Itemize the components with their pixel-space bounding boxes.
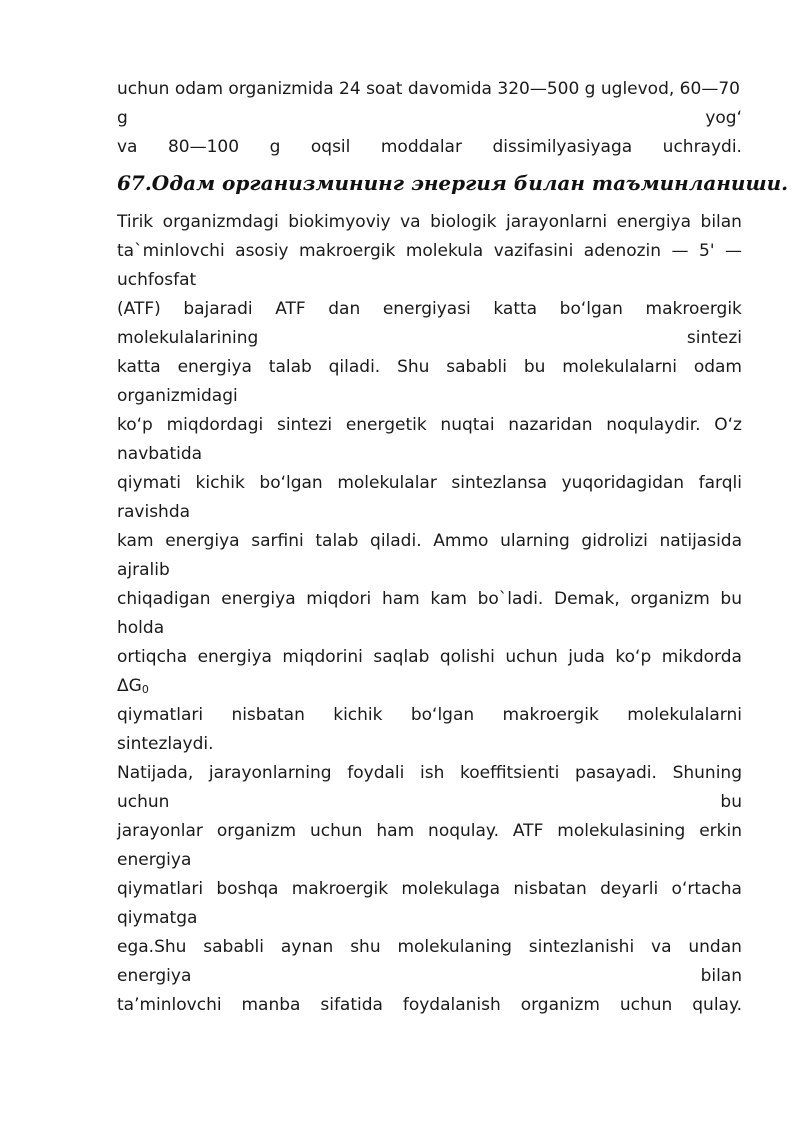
paragraph-line	[117, 672, 742, 701]
paragraph-line	[117, 585, 742, 614]
word: jarayonlarning	[208, 763, 332, 783]
word: gidrolizi	[581, 531, 648, 551]
word: undan	[688, 937, 742, 957]
word: molekulasining	[557, 821, 686, 841]
word: adenozin	[583, 241, 662, 261]
paragraph-line: qiymatga	[117, 908, 198, 928]
word: molekulalarni	[562, 357, 677, 377]
word: qiymatlari	[117, 705, 204, 725]
word: qulay.	[692, 995, 742, 1015]
word: katta	[117, 357, 161, 377]
delta-g-subscript: 0	[141, 683, 149, 696]
word: energiya	[616, 212, 692, 232]
word: Demak,	[554, 589, 620, 609]
word: jarayonlarni	[506, 212, 608, 232]
word: molekulalarni	[627, 705, 742, 725]
word: kichik	[195, 473, 245, 493]
word: sintezi	[276, 415, 333, 435]
word: asosiy	[235, 241, 289, 261]
word: vazifasini	[493, 241, 574, 261]
word: foydalanish	[402, 995, 501, 1015]
paragraph-line	[117, 788, 742, 817]
word: va	[400, 212, 421, 232]
intro-line	[117, 133, 742, 162]
paragraph-line: organizmidagi	[117, 386, 238, 406]
word: makroergik	[298, 241, 396, 261]
paragraph-line	[117, 817, 742, 846]
word: erkin	[699, 821, 742, 841]
word: qiladi.	[370, 531, 422, 551]
word: qiymatlari	[117, 879, 204, 899]
word: bilan	[700, 212, 742, 232]
word: bajaradi	[183, 299, 253, 319]
word: Tirik	[117, 212, 154, 232]
section-heading: 67.Одам организмининг энергия билан таъминланиши.	[117, 171, 789, 195]
word: g	[117, 108, 128, 128]
word: ko‘p	[117, 415, 153, 435]
word: yuqoridagidan	[561, 473, 685, 493]
word: juda	[568, 647, 605, 667]
paragraph-line	[117, 875, 742, 904]
intro-line: uchun odam organizmida 24 soat davomida 320—500 g uglevod, 60—70	[117, 79, 740, 99]
word: miqdordagi	[166, 415, 264, 435]
word: moddalar	[380, 137, 462, 157]
paragraph-line	[117, 237, 742, 266]
paragraph-line: holda	[117, 618, 165, 638]
paragraph-line	[117, 469, 742, 498]
word: odam	[693, 357, 742, 377]
word: katta	[493, 299, 538, 319]
word: yog‘	[705, 108, 742, 128]
word: uchun	[310, 821, 363, 841]
paragraph-line: navbatida	[117, 444, 203, 464]
word: sintezlanishi	[528, 937, 635, 957]
word: ham	[376, 821, 415, 841]
word: kam	[117, 531, 154, 551]
word: Shu	[397, 357, 430, 377]
paragraph-line	[117, 353, 742, 382]
word: uchun	[117, 792, 170, 812]
word: ATF	[275, 299, 306, 319]
word: ortiqcha	[117, 647, 188, 667]
word: boshqa	[216, 879, 279, 899]
paragraph-line: sintezlaydi.	[117, 734, 214, 754]
word: 5'	[699, 241, 715, 261]
word: oqsil	[310, 137, 351, 157]
word: energiyasi	[382, 299, 471, 319]
word: ularning	[500, 531, 570, 551]
word: organizm	[630, 589, 710, 609]
delta-g-symbol: ΔG	[117, 676, 142, 696]
word: (ATF)	[117, 299, 161, 319]
word: organizm	[216, 821, 297, 841]
paragraph-line	[117, 324, 742, 353]
word: sarfini	[251, 531, 304, 551]
word: va	[651, 937, 672, 957]
word: energiya	[197, 647, 272, 667]
word: molekula	[405, 241, 484, 261]
word: makroergik	[502, 705, 599, 725]
word: mikdorda	[661, 647, 742, 667]
word: dissimilyasiyaga	[492, 137, 633, 157]
word: organizm	[520, 995, 600, 1015]
word: aynan	[280, 937, 334, 957]
word: bo‘lgan	[410, 705, 475, 725]
word: bu	[523, 357, 546, 377]
paragraph-line	[117, 643, 742, 672]
word: jarayonlar	[117, 821, 203, 841]
word: biologik	[430, 212, 497, 232]
word: foydali	[347, 763, 405, 783]
word: organizmdagi	[162, 212, 279, 232]
word: energiya	[165, 531, 240, 551]
word: energiya	[221, 589, 296, 609]
word: saqlab	[373, 647, 430, 667]
word: molekulalarining	[117, 328, 259, 348]
word: kichik	[333, 705, 383, 725]
word: uchun	[619, 995, 673, 1015]
word: nuqtai	[440, 415, 495, 435]
word: O‘z	[714, 415, 742, 435]
word: qiladi.	[328, 357, 381, 377]
word: deyarli	[600, 879, 659, 899]
word: molekulaning	[397, 937, 512, 957]
paragraph-line	[117, 962, 742, 991]
word: talab	[315, 531, 359, 551]
word: qolishi	[439, 647, 495, 667]
paragraph-line	[117, 527, 742, 556]
word: Natijada,	[117, 763, 194, 783]
paragraph-line	[117, 991, 742, 1020]
word: noqulaydir.	[606, 415, 701, 435]
word: —	[725, 241, 742, 261]
word: shu	[350, 937, 381, 957]
word: nisbatan	[231, 705, 305, 725]
word: miqdorini	[282, 647, 363, 667]
word: Ammo	[433, 531, 489, 551]
word: chiqadigan	[117, 589, 211, 609]
word: bilan	[700, 966, 742, 986]
word: g	[269, 137, 281, 157]
word: bo‘lgan	[259, 473, 323, 493]
word: uchun	[505, 647, 558, 667]
word: bo`ladi.	[477, 589, 544, 609]
word: ta’minlovchi	[117, 995, 222, 1015]
word: sintezlansa	[451, 473, 548, 493]
word: makroergik	[645, 299, 742, 319]
word: natijasida	[659, 531, 742, 551]
paragraph-line: energiya	[117, 850, 192, 870]
paragraph-line: ajralib	[117, 560, 170, 580]
word: farqli	[698, 473, 742, 493]
word: kam	[430, 589, 467, 609]
paragraph-line	[117, 701, 742, 730]
paragraph-line	[117, 933, 742, 962]
word: bu	[720, 589, 742, 609]
word: ham	[381, 589, 420, 609]
paragraph-line	[117, 208, 742, 237]
word: koeffitsienti	[460, 763, 560, 783]
word: ta`minlovchi	[117, 241, 225, 261]
word: dan	[328, 299, 361, 319]
word: talab	[268, 357, 312, 377]
word: sintezi	[686, 328, 742, 348]
word: energetik	[345, 415, 427, 435]
word: ish	[420, 763, 445, 783]
word: nazaridan	[508, 415, 593, 435]
word: nisbatan	[513, 879, 587, 899]
word: ATF	[512, 821, 544, 841]
paragraph-line	[117, 411, 742, 440]
word: energiya	[117, 966, 192, 986]
word: ega.Shu	[117, 937, 187, 957]
word: Shuning	[672, 763, 742, 783]
word: va	[117, 137, 138, 157]
word: manba	[241, 995, 301, 1015]
word: bu	[720, 792, 742, 812]
word: makroergik	[291, 879, 389, 899]
word: sifatida	[320, 995, 383, 1015]
paragraph-line	[117, 759, 742, 788]
word: sababli	[203, 937, 265, 957]
word: ko‘p	[615, 647, 652, 667]
word: energiya	[177, 357, 252, 377]
word: biokimyoviy	[288, 212, 391, 232]
word: pasayadi.	[575, 763, 657, 783]
word: molekulaga	[401, 879, 501, 899]
word: noqulay.	[428, 821, 499, 841]
intro-line	[117, 104, 742, 133]
word: o‘rtacha	[671, 879, 742, 899]
paragraph-line: ravishda	[117, 502, 191, 522]
word: sababli	[446, 357, 507, 377]
word: molekulalar	[337, 473, 437, 493]
paragraph-line	[117, 295, 742, 324]
paragraph-line: uchfosfat	[117, 270, 197, 290]
word: uchraydi.	[662, 137, 742, 157]
word: —	[671, 241, 689, 261]
word: 80—100	[167, 137, 240, 157]
word: bo‘lgan	[559, 299, 623, 319]
word: miqdori	[306, 589, 372, 609]
word: qiymati	[117, 473, 181, 493]
